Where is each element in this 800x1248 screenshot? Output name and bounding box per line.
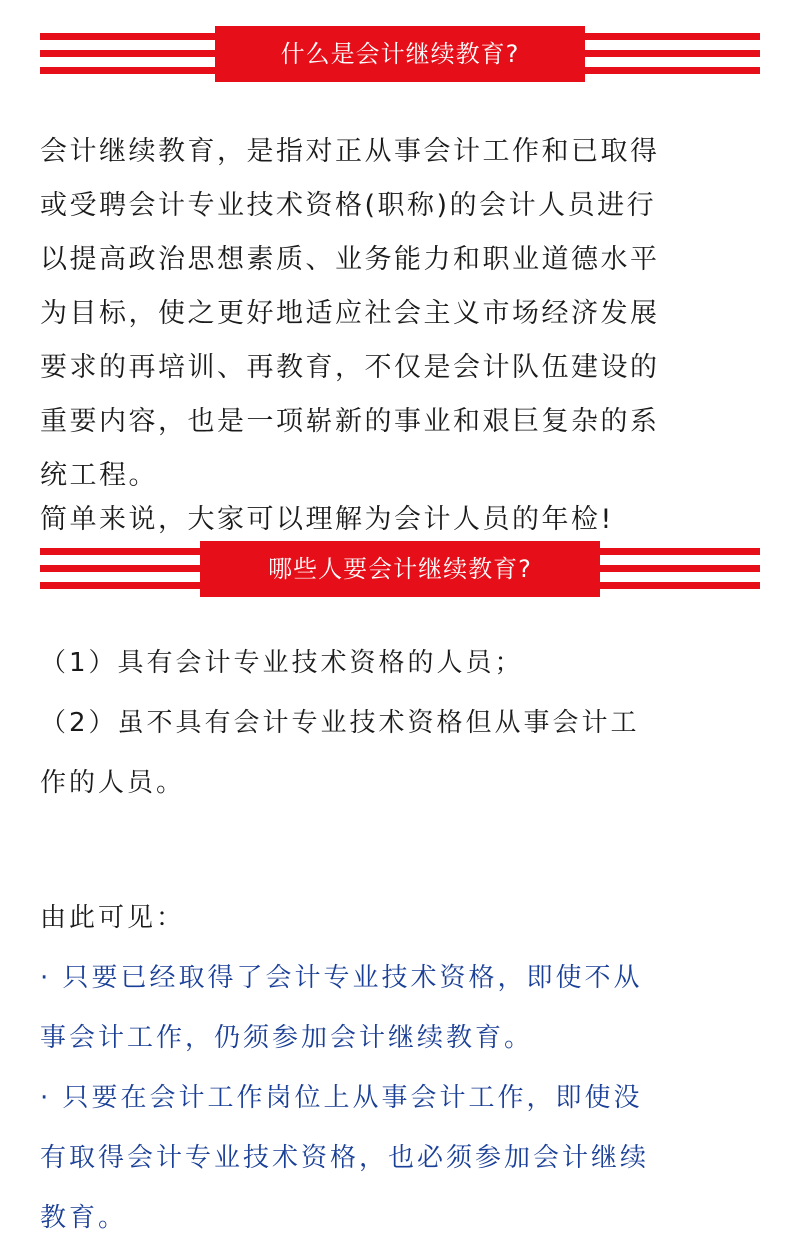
highlight-point-line: · 只要在会计工作岗位上从事会计工作，即使没 [40, 1083, 643, 1113]
highlight-point-line: · 只要已经取得了会计专业技术资格，即使不从 [40, 963, 643, 993]
section-banner-who-needs [40, 541, 760, 597]
list-item: 作的人员。 [40, 768, 186, 798]
eligibility-list [40, 633, 770, 813]
paragraph-line: 会计继续教育，是指对正从事会计工作和已取得 [40, 136, 660, 167]
highlight-point-line: 事会计工作，仍须参加会计继续教育。 [40, 1023, 534, 1053]
section-title: 什么是会计继续教育? [215, 26, 585, 82]
list-item: （1）具有会计专业技术资格的人员； [40, 648, 524, 678]
paragraph-line: 要求的再培训、再教育，不仅是会计队伍建设的 [40, 352, 660, 383]
section-banner-what-is [40, 26, 760, 82]
summary-text: 简单来说，大家可以理解为会计人员的年检! [40, 504, 614, 535]
highlight-point-line: 有取得会计专业技术资格，也必须参加会计继续 [40, 1143, 650, 1173]
paragraph-line: 为目标，使之更好地适应社会主义市场经济发展 [40, 298, 660, 329]
conclusion-label: 由此可见： [40, 903, 186, 933]
intro-paragraph [40, 125, 770, 503]
paragraph-line: 或受聘会计专业技术资格(职称)的会计人员进行 [40, 190, 657, 221]
paragraph-line: 以提高政治思想素质、业务能力和职业道德水平 [40, 244, 660, 275]
list-item: （2）虽不具有会计专业技术资格但从事会计工 [40, 708, 640, 738]
paragraph-line: 重要内容，也是一项崭新的事业和艰巨复杂的系 [40, 406, 660, 437]
section-title: 哪些人要会计继续教育? [200, 541, 600, 597]
highlight-point-line: 教育。 [40, 1203, 128, 1233]
paragraph-line: 统工程。 [40, 460, 158, 491]
conclusion-block [40, 888, 770, 1248]
